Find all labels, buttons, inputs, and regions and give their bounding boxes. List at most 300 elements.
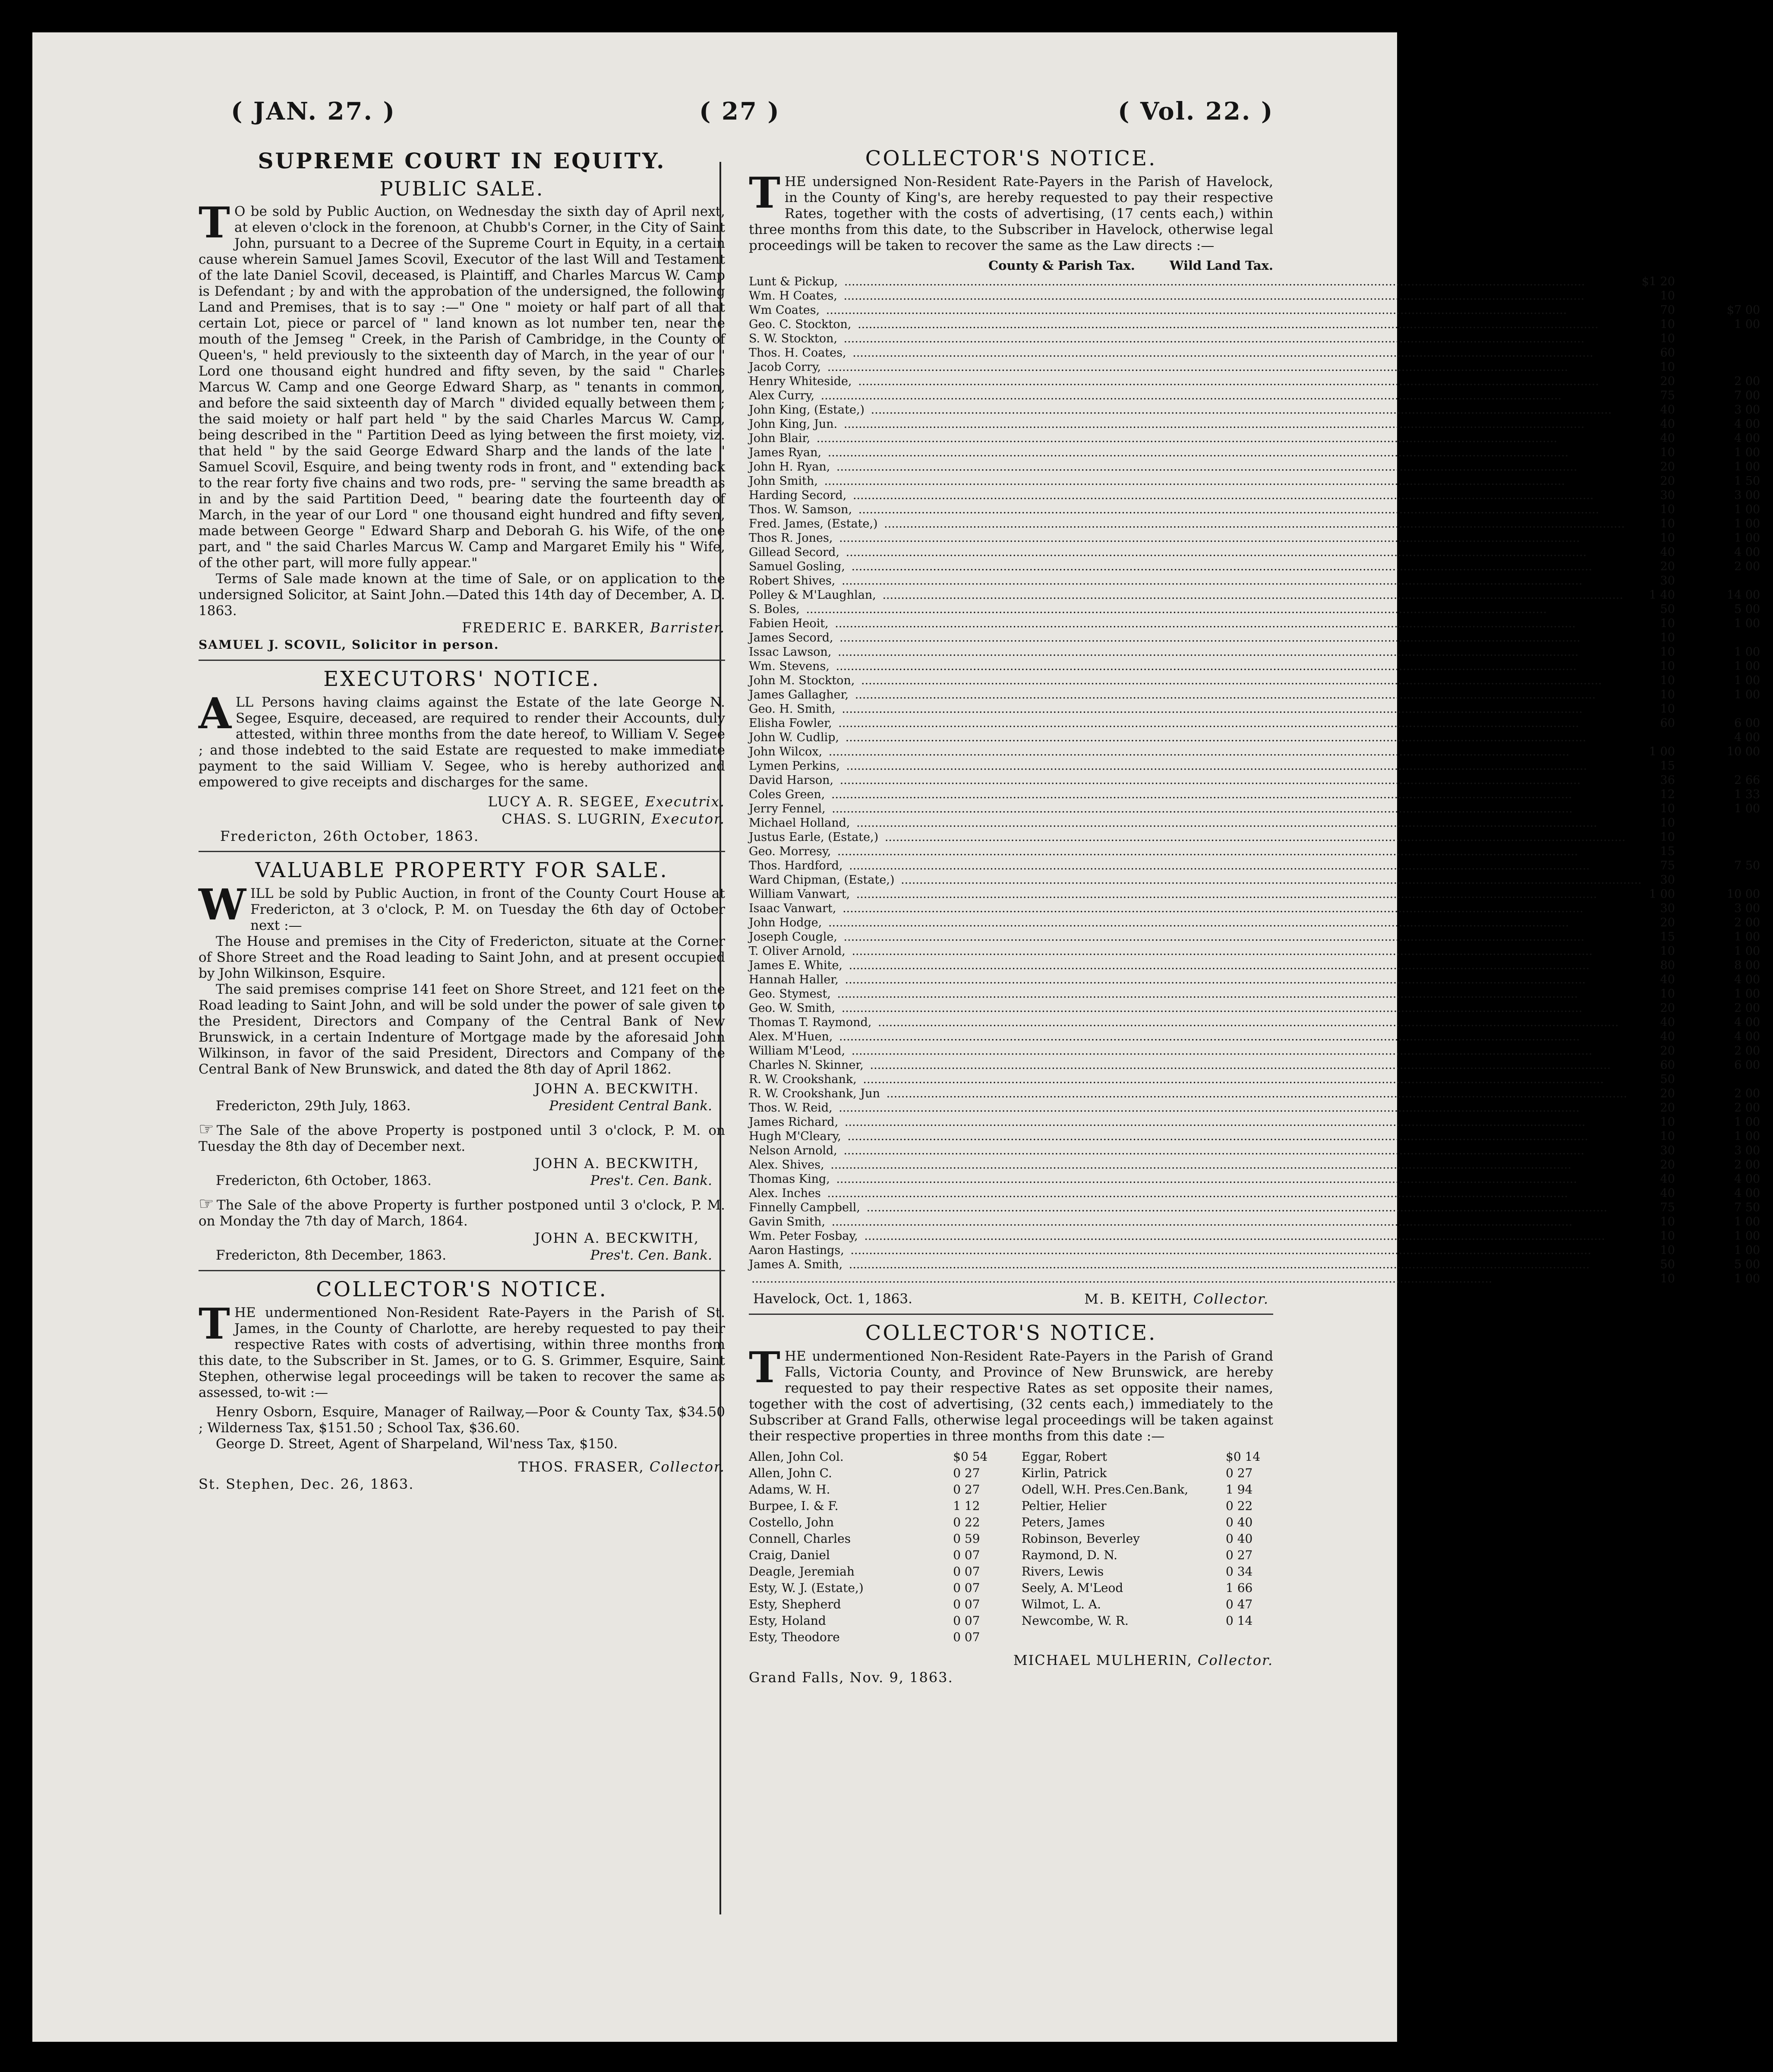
list-item <box>749 1498 1000 1514</box>
county-parish-tax: 20 <box>1660 460 1675 474</box>
table-row: James Ryan, ........................................................................................................................................................................................................ 10 1 00 <box>749 446 1760 459</box>
table-row: James Secord, ........................................................................................................................................................................................................ 10 <box>749 631 1675 644</box>
notice-subtitle: PUBLIC SALE. <box>379 177 544 200</box>
wild-land-tax: 2 00 <box>1734 1001 1760 1015</box>
county-parish-tax: 10 <box>1660 831 1675 844</box>
list-item <box>1022 1563 1273 1580</box>
county-parish-tax: 70 <box>1660 303 1675 317</box>
wild-land-tax: 1 00 <box>1734 460 1760 474</box>
left-column <box>199 140 725 1493</box>
table-row: Henry Whiteside, ........................................................................................................................................................................................................ 20 2 00 <box>749 375 1760 388</box>
rate-payer-name: Gavin Smith, <box>749 1215 828 1229</box>
signature: FREDERIC E. BARKER, Barrister. <box>462 619 725 636</box>
table-row: Coles Green, ........................................................................................................................................................................................................ 12 1 33 <box>749 788 1760 801</box>
notice-title: COLLECTOR'S NOTICE. <box>865 1321 1157 1345</box>
county-parish-tax: $1 20 <box>1641 275 1675 288</box>
wild-land-tax: 7 50 <box>1734 1201 1760 1214</box>
wild-land-tax: 4 00 <box>1734 731 1760 744</box>
wild-land-tax: 1 33 <box>1734 788 1760 801</box>
rate-payer-name: Joseph Cougle, <box>749 930 840 944</box>
county-parish-tax: 36 <box>1660 774 1675 787</box>
notice-title: SUPREME COURT IN EQUITY. <box>258 148 666 174</box>
notice-body: WILL be sold by Public Auction, in front of the County Court House at Fredericton, at 3 o'clock, P. M. on Tuesday the 6th day of October next :— <box>199 880 725 933</box>
table-row: Charles N. Skinner, ........................................................................................................................................................................................................ 60 6 00 <box>749 1058 1760 1072</box>
table-row: John M. Stockton, ........................................................................................................................................................................................................ 10 1 00 <box>749 674 1760 687</box>
tax-line: George D. Street, Agent of Sharpeland, Wil'ness Tax, $150. <box>216 1436 618 1452</box>
county-parish-tax: 30 <box>1660 574 1675 587</box>
rate-payer-name: Newcombe, W. R. <box>1021 1614 1129 1628</box>
wild-land-tax: 2 00 <box>1734 1087 1760 1100</box>
table-row: Alex. Shives, ........................................................................................................................................................................................................ 20 2 00 <box>749 1158 1760 1172</box>
rate-payer-name: Samuel Gosling, <box>749 560 848 573</box>
table-row: Joseph Cougle, ........................................................................................................................................................................................................ 15 1 00 <box>749 930 1760 944</box>
county-parish-tax: 10 <box>1660 702 1675 716</box>
rate-payer-name: John Blair, <box>749 432 813 445</box>
rate-amount: $0 14 <box>1226 1450 1261 1464</box>
list-item <box>749 1547 1000 1563</box>
rate-payer-name: Craig, Daniel <box>749 1548 830 1562</box>
county-parish-tax: 30 <box>1660 489 1675 502</box>
divider <box>199 660 725 661</box>
wild-land-tax: 1 00 <box>1734 1272 1760 1286</box>
table-row: T. Oliver Arnold, ........................................................................................................................................................................................................ 10 1 00 <box>749 944 1760 958</box>
drop-cap: A <box>199 689 232 739</box>
county-parish-tax: 50 <box>1660 1073 1675 1086</box>
rate-payer-name: John H. Ryan, <box>749 460 833 474</box>
rate-payer-name: Robinson, Beverley <box>1021 1532 1140 1546</box>
table-row: John King, (Estate,) ........................................................................................................................................................................................................ 40 3 00 <box>749 403 1760 417</box>
rate-payer-name: Alex. M'Huen, <box>749 1030 835 1043</box>
rate-payer-name: Odell, W.H. Pres.Cen.Bank, <box>1021 1482 1189 1497</box>
rate-payer-name: Geo. Stymest, <box>749 987 833 1001</box>
table-row: R. W. Crookshank, ........................................................................................................................................................................................................ 50 <box>749 1073 1675 1086</box>
wild-land-tax: 1 00 <box>1734 1115 1760 1129</box>
signature: LUCY A. R. SEGEE, Executrix. <box>488 793 725 810</box>
wild-land-tax: 4 00 <box>1734 546 1760 559</box>
rate-payer-name: Aaron Hastings, <box>749 1244 847 1257</box>
county-parish-tax: 10 <box>1660 1215 1675 1229</box>
county-parish-tax: 50 <box>1660 1258 1675 1271</box>
rate-amount: 0 14 <box>1226 1614 1253 1628</box>
rate-payer-name: Allen, John C. <box>749 1466 832 1480</box>
rate-payer-name: Kirlin, Patrick <box>1021 1466 1107 1480</box>
rate-table-header: County & Parish Tax. Wild Land Tax. <box>988 258 1273 273</box>
notice-body: ALL Persons having claims against the Estate of the late George N. Segee, Esquire, deceased, are required to render their Accounts, duly attested, within three months from the date hereof, to William V. Segee ; and those indebted to the said Estate are requested to make immediate payment to the said William V. Segee, who is hereby authorized and empowered to give receipts and discharges for the same. <box>199 689 725 790</box>
rate-payer-name: S. W. Stockton, <box>749 332 840 345</box>
wild-land-tax: 1 00 <box>1734 1229 1760 1243</box>
county-parish-tax: 30 <box>1660 1144 1675 1157</box>
rate-payer-name: Esty, W. J. (Estate,) <box>749 1581 864 1595</box>
list-item <box>749 1449 1000 1465</box>
rate-table <box>749 275 1773 1286</box>
table-row: Issac Lawson, ........................................................................................................................................................................................................ 10 1 00 <box>749 645 1760 659</box>
county-parish-tax: 75 <box>1660 859 1675 872</box>
wild-land-tax: 1 00 <box>1734 660 1760 673</box>
list-item <box>749 1596 1000 1613</box>
rate-payer-name: Rivers, Lewis <box>1021 1564 1104 1579</box>
rate-payer-name <box>749 1272 751 1286</box>
county-parish-tax: 1 00 <box>1649 745 1675 758</box>
rate-payer-name: Thos. H. Coates, <box>749 346 849 360</box>
signature-line: Fredericton, 8th December, 1863. Pres't. Cen. Bank. <box>216 1248 712 1263</box>
table-row: Geo. C. Stockton, ........................................................................................................................................................................................................ 10 1 00 <box>749 318 1760 331</box>
table-row: Wm. H Coates, ........................................................................................................................................................................................................ 10 <box>749 289 1675 303</box>
signature: THOS. FRASER, Collector. <box>518 1459 725 1475</box>
table-row: Geo. Stymest, ........................................................................................................................................................................................................ 10 1 00 <box>749 987 1760 1001</box>
county-parish-tax: 15 <box>1660 759 1675 773</box>
rate-payer-name: Gillead Secord, <box>749 546 842 559</box>
list-item <box>749 1514 1000 1531</box>
county-parish-tax: 20 <box>1660 1087 1675 1100</box>
table-row: Finnelly Campbell, ........................................................................................................................................................................................................ 75 7 50 <box>749 1201 1760 1214</box>
rate-payer-name: John King, Jun. <box>749 417 840 431</box>
table-row: Fabien Heoit, ........................................................................................................................................................................................................ 10 1 00 <box>749 617 1760 630</box>
table-row: Gillead Secord, ........................................................................................................................................................................................................ 40 4 00 <box>749 546 1760 559</box>
rate-payer-name: Charles N. Skinner, <box>749 1058 866 1072</box>
rate-payer-name: Peltier, Helier <box>1021 1499 1107 1513</box>
table-row: Aaron Hastings, ........................................................................................................................................................................................................ 10 1 00 <box>749 1244 1760 1257</box>
rate-amount: 0 07 <box>953 1548 980 1562</box>
rate-payer-name: Thos. W. Reid, <box>749 1101 835 1115</box>
rate-amount: 0 59 <box>953 1532 980 1546</box>
drop-cap: W <box>199 880 246 930</box>
rate-payer-name: William M'Leod, <box>749 1044 848 1058</box>
county-parish-tax: 40 <box>1660 432 1675 445</box>
notice-body: THE undersigned Non-Resident Rate-Payers in the Parish of Havelock, in the County of King's, are hereby requested to pay their respective Rates, together with the costs of advertising, (17 cents each,) within three months from this date, to the Subscriber in Havelock, otherwise legal proceedings will be taken to recover the same as the Law directs :— <box>749 168 1273 253</box>
rate-payer-name: Lunt & Pickup, <box>749 275 840 288</box>
county-parish-tax: 40 <box>1660 417 1675 431</box>
divider <box>749 1314 1273 1315</box>
table-row: Alex. Inches ........................................................................................................................................................................................................ 40 4 00 <box>749 1187 1760 1200</box>
drop-cap: T <box>749 168 780 218</box>
rate-payer-name: Thos. W. Samson, <box>749 503 855 516</box>
rate-amount: 0 22 <box>953 1515 980 1529</box>
rate-list-right <box>1022 1449 1273 1646</box>
rate-payer-name: Wm Coates, <box>749 303 822 317</box>
rate-payer-name: James Gallagher, <box>749 688 851 701</box>
list-item <box>749 1613 1000 1629</box>
rate-payer-name: Connell, Charles <box>749 1532 851 1546</box>
county-parish-tax: 20 <box>1660 474 1675 488</box>
table-row: Wm. Stevens, ........................................................................................................................................................................................................ 10 1 00 <box>749 660 1760 673</box>
rate-payer-name: David Harson, <box>749 774 836 787</box>
rate-payer-name: Raymond, D. N. <box>1021 1548 1118 1562</box>
wild-land-tax: 7 00 <box>1734 389 1760 402</box>
rate-payer-name: Burpee, I. & F. <box>749 1499 839 1513</box>
county-parish-tax: 10 <box>1660 531 1675 545</box>
rate-payer-name: Thos. Hardford, <box>749 859 845 872</box>
rate-amount: 0 27 <box>953 1482 980 1497</box>
list-item <box>1022 1547 1273 1563</box>
rate-payer-name: Robert Shives, <box>749 574 838 587</box>
header-volume: ( Vol. 22. ) <box>1118 97 1274 126</box>
rate-payer-name: Wm. H Coates, <box>749 289 840 303</box>
table-row: Thomas T. Raymond, ........................................................................................................................................................................................................ 40 4 00 <box>749 1016 1760 1029</box>
list-item <box>1022 1580 1273 1596</box>
table-row: Thomas King, ........................................................................................................................................................................................................ 40 4 00 <box>749 1172 1760 1186</box>
signature: JOHN A. BECKWITH, <box>534 1230 699 1246</box>
table-row: John H. Ryan, ........................................................................................................................................................................................................ 20 1 00 <box>749 460 1760 474</box>
notice-body: T O be sold by Public Auction, on Wednesday the sixth day of April next, at eleven o'clock in the forenoon, at Chubb's Corner, in the City of Saint John, pursuant to a Decree of the Supreme Court in Equity, in a certain cause wherein Samuel James Scovil, Executor of the last Will and Testament of the late Daniel Scovil, deceased, is Plaintiff, and Charles Marcus W. Camp is Defendant ; by and with the approbation of the undersigned, the following Land and Premises, that is to say :—" One " moiety or half part of all that certain Lot, piece or parcel of " land known as lot number ten, near the mouth of the Jemseg " Creek, in the Parish of Cambridge, in the County of Queen's, " held previously to the sixteenth day of March, in the year of our " Lord one thousand eight hundred and fifty seven, by the said " Charles Marcus W. Camp and one George Edward Sharp, as " tenants in common, and before the said sixteenth day of March " divided equally between them ; the said moiety or half part held " by the said Charles Marcus W. Camp, being described in the " Partition Deed as lying between the first moiety, viz. that held " by the said George Edward Sharp and the lands of the late " Samuel Scovil, Esquire, and being twenty rods in front, and " extending back to the rear forty five chains and two rods, pre- " serving the same breadth as in and by the said Partition Deed, " bearing date the fourteenth day of March, in the year of our Lord " one thousand eight hundred and fifty seven, made between George " Edward Sharp and Deborah G. his Wife, of the one part, and " the said Charles Marcus W. Camp and Margaret Emily his " Wife, of the other part, will more fully appear." <box>199 198 725 571</box>
notice-date: St. Stephen, Dec. 26, 1863. <box>199 1476 414 1492</box>
rate-payer-name: Alex. Inches <box>749 1187 823 1200</box>
rate-payer-name: Alex Curry, <box>749 389 817 402</box>
rate-payer-name: S. Boles, <box>749 603 802 616</box>
list-item <box>749 1531 1000 1547</box>
rate-amount: 0 47 <box>1226 1597 1253 1611</box>
rate-amount: 1 12 <box>953 1499 980 1513</box>
wild-land-tax: 2 66 <box>1734 774 1760 787</box>
rate-payer-name: James A. Smith, <box>749 1258 845 1271</box>
signature: JOHN A. BECKWITH. <box>534 1080 699 1097</box>
rate-payer-name: William Vanwart, <box>749 888 852 901</box>
rate-amount: 0 22 <box>1226 1499 1253 1513</box>
rate-payer-name: Isaac Vanwart, <box>749 902 839 915</box>
table-row: William M'Leod, ........................................................................................................................................................................................................ 20 2 00 <box>749 1044 1760 1058</box>
table-row: Fred. James, (Estate,) ........................................................................................................................................................................................................ 10 1 00 <box>749 517 1760 531</box>
notice-title: COLLECTOR'S NOTICE. <box>865 146 1157 171</box>
table-row: Wm. Peter Fosbay, ........................................................................................................................................................................................................ 10 1 00 <box>749 1229 1760 1243</box>
county-parish-tax: 12 <box>1660 788 1675 801</box>
notice-paragraph: The said premises comprise 141 feet on Shore Street, and 121 feet on the Road leading to Saint John, and will be sold under the power of sale given to the President, Directors and Company of the Central Bank of New Brunswick, in a certain Indenture of Mortgage made by the aforesaid John Wilkinson, in favor of the said President, Directors and Company of the Central Bank of New Brunswick, and dated the 8th day of April 1862. <box>199 982 725 1077</box>
wild-land-tax: 1 00 <box>1734 674 1760 687</box>
rate-payer-name: Thomas King, <box>749 1172 833 1186</box>
county-parish-tax: 10 <box>1660 645 1675 659</box>
county-parish-tax: 1 00 <box>1649 888 1675 901</box>
rate-payer-name: Eggar, Robert <box>1021 1450 1107 1464</box>
rate-payer-name: Nelson Arnold, <box>749 1144 840 1157</box>
rate-amount: 0 34 <box>1226 1564 1253 1579</box>
table-row: Alex Curry, ........................................................................................................................................................................................................ 75 7 00 <box>749 389 1760 402</box>
wild-land-tax: $7 00 <box>1726 303 1760 317</box>
table-row: James Richard, ........................................................................................................................................................................................................ 10 1 00 <box>749 1115 1760 1129</box>
table-row: Hugh M'Cleary, ........................................................................................................................................................................................................ 10 1 00 <box>749 1130 1760 1143</box>
wild-land-tax: 2 00 <box>1734 1044 1760 1058</box>
wild-land-tax: 3 00 <box>1734 1144 1760 1157</box>
drop-cap: T <box>199 1299 230 1349</box>
rate-payer-name: Hugh M'Cleary, <box>749 1130 844 1143</box>
rate-payer-name: Michael Holland, <box>749 816 853 830</box>
table-row: William Vanwart, ........................................................................................................................................................................................................ 1 00 10 00 <box>749 888 1760 901</box>
wild-land-tax: 1 00 <box>1734 944 1760 958</box>
divider <box>199 1270 725 1271</box>
supreme-court-notice <box>199 148 725 654</box>
wild-land-tax: 1 00 <box>1734 645 1760 659</box>
wild-land-tax: 4 00 <box>1734 432 1760 445</box>
header-date: ( JAN. 27. ) <box>231 97 396 126</box>
list-item <box>1022 1531 1273 1547</box>
table-row: Polley & M'Laughlan, ........................................................................................................................................................................................................ 1 40 14 00 <box>749 588 1760 602</box>
county-parish-tax: 60 <box>1660 717 1675 730</box>
table-row: Robert Shives, ........................................................................................................................................................................................................ 30 <box>749 574 1675 587</box>
right-column <box>749 140 1760 1686</box>
table-row: Nelson Arnold, ........................................................................................................................................................................................................ 30 3 00 <box>749 1144 1760 1157</box>
wild-land-tax: 2 00 <box>1734 916 1760 929</box>
rate-payer-name: Peters, James <box>1021 1515 1105 1529</box>
wild-land-tax: 10 00 <box>1726 888 1760 901</box>
list-item <box>1022 1596 1273 1613</box>
rate-payer-name: Esty, Theodore <box>749 1630 840 1644</box>
table-row: Wm Coates, ........................................................................................................................................................................................................ 70 $7 00 <box>749 303 1760 317</box>
postponement-note: ☞ The Sale of the above Property is postponed until 3 o'clock, P. M. on Tuesday the 8th day of December next. <box>199 1119 725 1154</box>
rate-payer-name: Hannah Haller, <box>749 973 841 986</box>
valuable-property-notice <box>199 858 725 1264</box>
rate-payer-name: Elisha Fowler, <box>749 717 835 730</box>
wild-land-tax: 1 00 <box>1734 930 1760 944</box>
table-row: R. W. Crookshank, Jun ........................................................................................................................................................................................................ 20 2 00 <box>749 1087 1760 1100</box>
rate-amount: 0 07 <box>953 1581 980 1595</box>
postponement-note: ☞ The Sale of the above Property is further postponed until 3 o'clock, P. M. on Monday the 7th day of March, 1864. <box>199 1194 725 1229</box>
wild-land-tax: 8 00 <box>1734 959 1760 972</box>
list-item <box>749 1481 1000 1498</box>
wild-land-tax: 1 00 <box>1734 1244 1760 1257</box>
table-row: Jerry Fennel, ........................................................................................................................................................................................................ 10 1 00 <box>749 802 1760 815</box>
wild-land-tax: 4 00 <box>1734 417 1760 431</box>
rate-payer-name: Seely, A. M'Leod <box>1021 1581 1123 1595</box>
rate-payer-name: T. Oliver Arnold, <box>749 944 848 958</box>
wild-land-tax: 1 00 <box>1734 802 1760 815</box>
rate-payer-name: Geo. Morresy, <box>749 845 833 858</box>
rate-amount: 1 66 <box>1226 1581 1253 1595</box>
wild-land-tax: 14 00 <box>1726 588 1760 602</box>
drop-cap: T <box>199 198 230 248</box>
wild-land-tax: 2 00 <box>1734 375 1760 388</box>
table-row: John Blair, ........................................................................................................................................................................................................ 40 4 00 <box>749 432 1760 445</box>
county-parish-tax: 10 <box>1660 987 1675 1001</box>
table-row: Thos. Hardford, ........................................................................................................................................................................................................ 75 7 50 <box>749 859 1760 872</box>
county-parish-tax: 20 <box>1660 1001 1675 1015</box>
county-parish-tax: 40 <box>1660 1172 1675 1186</box>
rate-payer-name: John Wilcox, <box>749 745 825 758</box>
table-row: John Smith, ........................................................................................................................................................................................................ 20 1 50 <box>749 474 1760 488</box>
rate-payer-name: Geo. W. Smith, <box>749 1001 838 1015</box>
county-parish-tax: 20 <box>1660 916 1675 929</box>
wild-land-tax: 1 00 <box>1734 1215 1760 1229</box>
notice-terms: Terms of Sale made known at the time of Sale, or on application to the undersigned Solicitor, at Saint John.—Dated this 14th day of December, A. D. 1863. <box>199 571 725 619</box>
table-row: Alex. M'Huen, ........................................................................................................................................................................................................ 40 4 00 <box>749 1030 1760 1043</box>
wild-land-tax: 1 00 <box>1734 688 1760 701</box>
wild-land-tax: 1 00 <box>1734 617 1760 630</box>
table-row: Gavin Smith, ........................................................................................................................................................................................................ 10 1 00 <box>749 1215 1760 1229</box>
rate-amount: 0 40 <box>1226 1515 1253 1529</box>
table-row: Isaac Vanwart, ........................................................................................................................................................................................................ 30 3 00 <box>749 902 1760 915</box>
list-item <box>749 1629 1000 1646</box>
table-row: Elisha Fowler, ........................................................................................................................................................................................................ 60 6 00 <box>749 717 1760 730</box>
rate-amount: 0 07 <box>953 1614 980 1628</box>
pointing-hand-icon: ☞ <box>199 1119 214 1139</box>
tax-line: Henry Osborn, Esquire, Manager of Railway,—Poor & County Tax, $34.50 ; Wilderness Tax, $151.50 ; School Tax, $36.60. <box>199 1404 725 1436</box>
wild-land-tax: 4 00 <box>1734 1030 1760 1043</box>
rate-payer-name: Alex. Shives, <box>749 1158 827 1172</box>
signature: JOHN A. BECKWITH, <box>534 1155 699 1172</box>
notice-title: COLLECTOR'S NOTICE. <box>316 1277 608 1301</box>
wild-land-tax: 4 00 <box>1734 1172 1760 1186</box>
county-parish-tax: 10 <box>1660 617 1675 630</box>
rate-payer-name: Esty, Shepherd <box>749 1597 841 1611</box>
table-row: John King, Jun. ........................................................................................................................................................................................................ 40 4 00 <box>749 417 1760 431</box>
table-row: Hannah Haller, ........................................................................................................................................................................................................ 40 4 00 <box>749 973 1760 986</box>
rate-amount: 0 07 <box>953 1630 980 1644</box>
table-row: James Gallagher, ........................................................................................................................................................................................................ 10 1 00 <box>749 688 1760 701</box>
rate-payer-name: Lymen Perkins, <box>749 759 842 773</box>
county-parish-tax: 10 <box>1660 660 1675 673</box>
rate-payer-name: John Smith, <box>749 474 820 488</box>
list-item <box>1022 1481 1273 1498</box>
county-parish-tax: 10 <box>1660 816 1675 830</box>
wild-land-tax: 7 50 <box>1734 859 1760 872</box>
rate-payer-name: John King, (Estate,) <box>749 403 867 417</box>
signature-line: Havelock, Oct. 1, 1863. M. B. KEITH, Collector. <box>753 1291 1269 1307</box>
wild-land-tax: 1 00 <box>1734 987 1760 1001</box>
county-parish-tax: 60 <box>1660 346 1675 360</box>
table-row: Lunt & Pickup, ........................................................................................................................................................................................................ $1 20 <box>749 275 1675 288</box>
wild-land-tax: 5 00 <box>1734 603 1760 616</box>
wild-land-tax: 3 00 <box>1734 403 1760 417</box>
county-parish-tax: 10 <box>1660 1272 1675 1286</box>
rate-amount: 0 40 <box>1226 1532 1253 1546</box>
notice-date: Grand Falls, Nov. 9, 1863. <box>749 1669 953 1686</box>
wild-land-tax: 1 00 <box>1734 503 1760 516</box>
list-item <box>749 1563 1000 1580</box>
county-parish-tax: 20 <box>1660 375 1675 388</box>
table-row: Samuel Gosling, ........................................................................................................................................................................................................ 20 2 00 <box>749 560 1760 573</box>
county-parish-tax: 30 <box>1660 873 1675 887</box>
rate-payer-name: Esty, Holand <box>749 1614 826 1628</box>
county-parish-tax: 10 <box>1660 503 1675 516</box>
rate-payer-name: Ward Chipman, (Estate,) <box>749 873 897 887</box>
rate-payer-name: John M. Stockton, <box>749 674 857 687</box>
notice-body: THE undermentioned Non-Resident Rate-Payers in the Parish of Grand Falls, Victoria County, and Province of New Brunswick, are hereby requested to pay their respective Rates as set opposite their names, together with the cost of advertising, (32 cents each,) immediately to the Subscriber at Grand Falls, otherwise legal proceedings will be taken against their respective properties in three months from this date :— <box>749 1343 1273 1444</box>
rate-payer-name: Wm. Peter Fosbay, <box>749 1229 861 1243</box>
wild-land-tax: 2 00 <box>1734 1158 1760 1172</box>
county-parish-tax: 10 <box>1660 944 1675 958</box>
rate-payer-name: Jacob Corry, <box>749 360 823 374</box>
drop-cap: T <box>749 1343 780 1393</box>
rate-amount: 0 27 <box>1226 1548 1253 1562</box>
header-page-number: ( 27 ) <box>699 97 780 126</box>
notice-date: Fredericton, 26th October, 1863. <box>220 828 480 844</box>
table-row: Thos. H. Coates, ........................................................................................................................................................................................................ 60 <box>749 346 1675 360</box>
rate-payer-name: Coles Green, <box>749 788 827 801</box>
grand-falls-collector-notice <box>749 1321 1273 1686</box>
county-parish-tax: 10 <box>1660 802 1675 815</box>
county-parish-tax: 10 <box>1660 360 1675 374</box>
rate-payer-name: Thos R. Jones, <box>749 531 835 545</box>
county-parish-tax: 40 <box>1660 403 1675 417</box>
county-parish-tax: 15 <box>1660 930 1675 944</box>
rate-payer-name: James Richard, <box>749 1115 841 1129</box>
table-row: Lymen Perkins, ........................................................................................................................................................................................................ 15 <box>749 759 1675 773</box>
rate-payer-name: R. W. Crookshank, Jun <box>749 1087 883 1100</box>
rate-payer-name: Costello, John <box>749 1515 834 1529</box>
county-parish-tax: 10 <box>1660 688 1675 701</box>
list-item <box>749 1465 1000 1481</box>
rate-payer-name: Jerry Fennel, <box>749 802 828 815</box>
wild-land-tax: 6 00 <box>1734 1058 1760 1072</box>
signature: MICHAEL MULHERIN, Collector. <box>1013 1652 1273 1668</box>
county-parish-tax: 10 <box>1660 289 1675 303</box>
table-row: S. Boles, ........................................................................................................................................................................................................ 50 5 00 <box>749 603 1760 616</box>
rate-payer-name: John Hodge, <box>749 916 824 929</box>
newspaper-page <box>32 32 1760 2042</box>
wild-land-tax: 2 00 <box>1734 560 1760 573</box>
list-item <box>1022 1465 1273 1481</box>
list-item <box>1022 1498 1273 1514</box>
signature: CHAS. S. LUGRIN, Executor. <box>502 811 725 827</box>
rate-amount: 0 07 <box>953 1597 980 1611</box>
rate-amount: $0 54 <box>953 1450 988 1464</box>
rate-payer-name: Harding Secord, <box>749 489 849 502</box>
